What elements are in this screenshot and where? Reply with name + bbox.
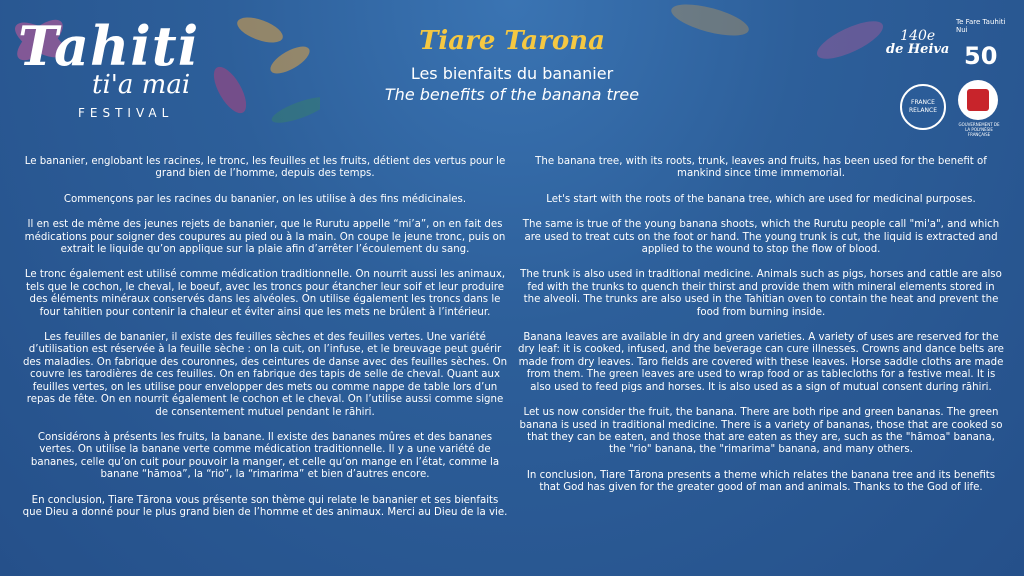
government-caption: GOUVERNEMENT DE LA POLYNÉSIE FRANÇAISE (958, 122, 1000, 137)
french-column (22, 156, 508, 532)
heiva-badge (886, 28, 949, 57)
title-french: Les bienfaits du bananier (410, 64, 614, 83)
logo-line-3: FESTIVAL (78, 106, 174, 120)
logo-line-2: ti'a mai (92, 70, 191, 100)
french-paragraph: En conclusion, Tiare Tārona vous présente son thème qui relate le bananier et ses bienfaits que Dieu a donné pour le plus grand bien de l’homme et des animaux. Merci au Dieu de la vie. (22, 494, 508, 518)
relance-line-1: FRANCE (911, 99, 935, 106)
french-paragraph: Considérons à présents les fruits, la banane. Il existe des bananes mûres et des bananes vertes. On utilise la banane verte comme médication traditionnelle. Il y a une variété de bananes, celle qu’on cuit pour pouvoir la manger, et celle qu’on mange en l’état, comme la banane “hāmoa”, la “rio”, la “rimarima” et bien d’autres encore. (30, 431, 500, 481)
leaf-decoration-icon (650, 0, 910, 110)
france-relance-badge (900, 84, 946, 130)
title-english: The benefits of the banana tree (384, 85, 640, 104)
logo-line-1: Tahiti (18, 14, 200, 78)
french-paragraph: Les feuilles de bananier, il existe des feuilles sèches et des feuilles vertes. Une variété d’utilisation est réservée à la feuille sèche : on la cuit, on l’infuse, et le breuvage peut guérir des maladies. On fabrique des couronnes, des ceintures de danse avec des feuilles sèches. On couvre les tarodières de ces feuilles. On en fabrique des tapis de selle de cheval. Quant aux feuilles vertes, on les utilise pour envelopper des mets ou comme nappe de table lors d’un repas de fête. On en nourrit également le cochon et le cheval. On l’utilise aussi comme signe de consentement mutuel pendant le rāhiri. (22, 332, 508, 418)
sponsor-badges (874, 14, 1014, 137)
fare-text: Te Fare Tauhiti Nui (956, 18, 1006, 34)
french-paragraph: Il en est de même des jeunes rejets de bananier, que le Rurutu appelle “mi’a”, on en fait des médications pour soigner des coupures au pied ou à la main. On coupe le jeune tronc, puis on extrait le liquide qu’on applique sur la plaie afin d’arrêter l’écoulement du sang. (24, 219, 506, 256)
english-paragraph: The trunk is also used in traditional medicine. Animals such as pigs, horses and cattle are also fed with the trunks to quench their thirst and provide them with mineral elements stored in the alveoli. The trunks are also used in the Tahitian oven to contain the heat and prevent the food from burning inside. (520, 269, 1002, 318)
page-header (340, 26, 684, 104)
english-column (518, 156, 1004, 508)
english-paragraph: Let's start with the roots of the banana tree, which are used for medicinal purposes. (546, 193, 976, 205)
french-paragraph: Le tronc également est utilisé comme médication traditionnelle. On nourrit aussi les animaux, tels que le cochon, le cheval, le boeuf, avec les troncs pour étancher leur soif et leur produire des éléments minéraux conservés dans les alvéoles. On utilise également les troncs dans le four tahitien pour contenir la chaleur et éviter ainsi que les mets ne brûlent à l’intérieur. (24, 269, 506, 318)
french-paragraph: Le bananier, englobant les racines, le tronc, les feuilles et les fruits, détient des vertus pour le grand bien de l’homme, depuis des temps. (24, 156, 506, 180)
relance-line-2: RELANCE (908, 107, 937, 114)
government-badge (958, 80, 1000, 137)
fare-number: 50 (964, 42, 998, 70)
festival-logo (18, 12, 228, 122)
english-paragraph: The same is true of the young banana shoots, which the Rurutu people call "mi'a", and which are used to treat cuts on the foot or hand. The young trunk is cut, the liquid is extracted and applied to the wound to stop the flow of blood. (522, 219, 1000, 256)
french-paragraph: Commençons par les racines du bananier, on les utilise à des fins médicinales. (63, 193, 467, 205)
heiva-word: de Heiva (886, 42, 950, 57)
fare-tauhiti-badge (954, 16, 1010, 76)
heiva-number: 140e (900, 28, 936, 44)
english-paragraph: The banana tree, with its roots, trunk, leaves and fruits, has been used for the benefit of mankind since time immemorial. (535, 156, 987, 180)
event-title: Tiare Tarona (419, 26, 605, 56)
english-paragraph: Banana leaves are available in dry and green varieties. A variety of uses are reserved for the dry leaf: it is cooked, infused, and the beverage can cure illnesses. Crowns and dance belts are made from dry leaves. Taro fields are covered with these leaves. Horse saddle cloths are made from them. The green leaves are used to wrap food or as tablecloths for a festive meal. It is also used to feed pigs and horses. It is also used as a sign of mutual consent during rāhiri. (518, 332, 1004, 393)
english-paragraph: In conclusion, Tiare Tārona presents a theme which relates the banana tree and its benefits that God has given for the greater good of man and animals. Thanks to the God of life. (526, 469, 996, 494)
english-paragraph: Let us now consider the fruit, the banana. There are both ripe and green bananas. The green banana is used in traditional medicine. There is a variety of bananas, those that are cooked so that they can be eaten, and those that are eaten as they are, such as the "hāmoa" banana, the "rio" banana, the "rimarima" banana, and many others. (519, 407, 1003, 456)
government-seal-icon (958, 80, 998, 120)
